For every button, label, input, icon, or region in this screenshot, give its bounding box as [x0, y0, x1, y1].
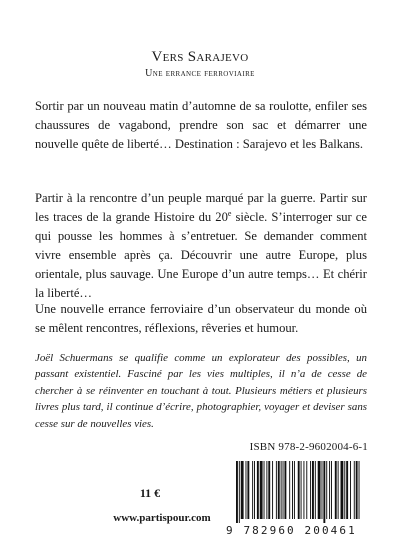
barcode-digits: 9 782960 200461 [226, 524, 357, 537]
blurb-paragraph-2 [35, 189, 367, 303]
barcode-bar [257, 461, 259, 519]
barcode-bar [359, 461, 360, 519]
barcode-bar [294, 461, 295, 519]
barcode-bar [315, 461, 316, 519]
barcode-bar [298, 461, 300, 519]
barcode-bar [276, 461, 277, 519]
barcode-bar [260, 461, 263, 519]
barcode-bar [341, 461, 344, 519]
publisher-website: www.partispour.com [113, 512, 211, 524]
book-subtitle: Une errance ferroviaire [145, 68, 255, 79]
barcode-bar [272, 461, 273, 519]
barcode-bar [284, 461, 286, 519]
barcode-bar [283, 461, 284, 519]
barcode-bar [301, 461, 302, 519]
barcode-bar [344, 461, 345, 519]
blurb-paragraph-2-end: siècle. S’interroger sur ce qui pousse les hommes à s’entretuer. Se demander comment vivre ensemble après ça. Découvrir une autre Europe, plus orientale, plus sauvage. Une Europe d’un autre temps… Et chérir la liberté… [35, 210, 367, 300]
blurb-paragraph-1: Sortir par un nouveau matin d’automne de sa roulotte, enfiler ses chaussures de vagabond, prendre son sac et démarrer une nouvelle quête de liberté… Destination : Sarajevo et les Balkans. [35, 99, 367, 151]
barcode-bar [306, 461, 307, 519]
barcode-bar [331, 461, 332, 519]
barcode-bar [278, 461, 280, 519]
barcode-bar [312, 461, 314, 519]
isbn-label: ISBN 978-2-9602004-6-1 [249, 441, 368, 453]
barcode-bar [346, 461, 348, 519]
barcode-bar [292, 461, 293, 519]
barcode-bar [268, 461, 270, 519]
barcode [226, 459, 370, 541]
barcode-bar [338, 461, 339, 519]
barcode-bar [266, 461, 267, 519]
barcode-bar [246, 461, 247, 519]
barcode-bar [254, 461, 255, 519]
barcode-bar [322, 461, 323, 519]
barcode-bar [289, 461, 290, 519]
barcode-bar [247, 461, 249, 519]
barcode-bar [236, 461, 238, 523]
barcode-bar [264, 461, 265, 519]
blurb-paragraph-3: Une nouvelle errance ferroviaire d’un observateur du monde où se mêlent rencontres, réflexions, rêveries et humour. [35, 302, 367, 335]
barcode-bar [310, 461, 311, 519]
barcode-bar [323, 461, 325, 523]
century-superscript: e [227, 209, 232, 218]
barcode-bar [318, 461, 321, 519]
barcode-bars [234, 461, 362, 523]
barcode-bar [241, 461, 244, 519]
barcode-bar [354, 461, 355, 519]
blurb-paragraph-2-start: Partir à la rencontre d’un peuple marqué par la guerre. Partir sur les traces de la grande Histoire du 20 [35, 191, 367, 224]
barcode-bar [329, 461, 330, 519]
barcode-bar [350, 461, 351, 519]
barcode-bar [252, 461, 253, 519]
book-title: Vers Sarajevo [151, 49, 249, 65]
barcode-bar [335, 461, 337, 519]
barcode-bar [281, 461, 282, 519]
barcode-bar [239, 461, 240, 523]
barcode-bar [326, 461, 327, 519]
price-label: 11 € [139, 486, 161, 500]
barcode-bar [356, 461, 358, 519]
barcode-bar [303, 461, 304, 519]
author-bio: Joël Schuermans se qualifie comme un explorateur des possibles, un passant existentiel. Fasciné par les vies multiples, il n’a de cesse de chercher à se réinventer en touchant à tout. Plusieurs métiers et plusieurs livres plus tard, il continue d’écrire, photographier, voyager et deviser sans cesse sur de nouvelles vies. [35, 352, 367, 430]
